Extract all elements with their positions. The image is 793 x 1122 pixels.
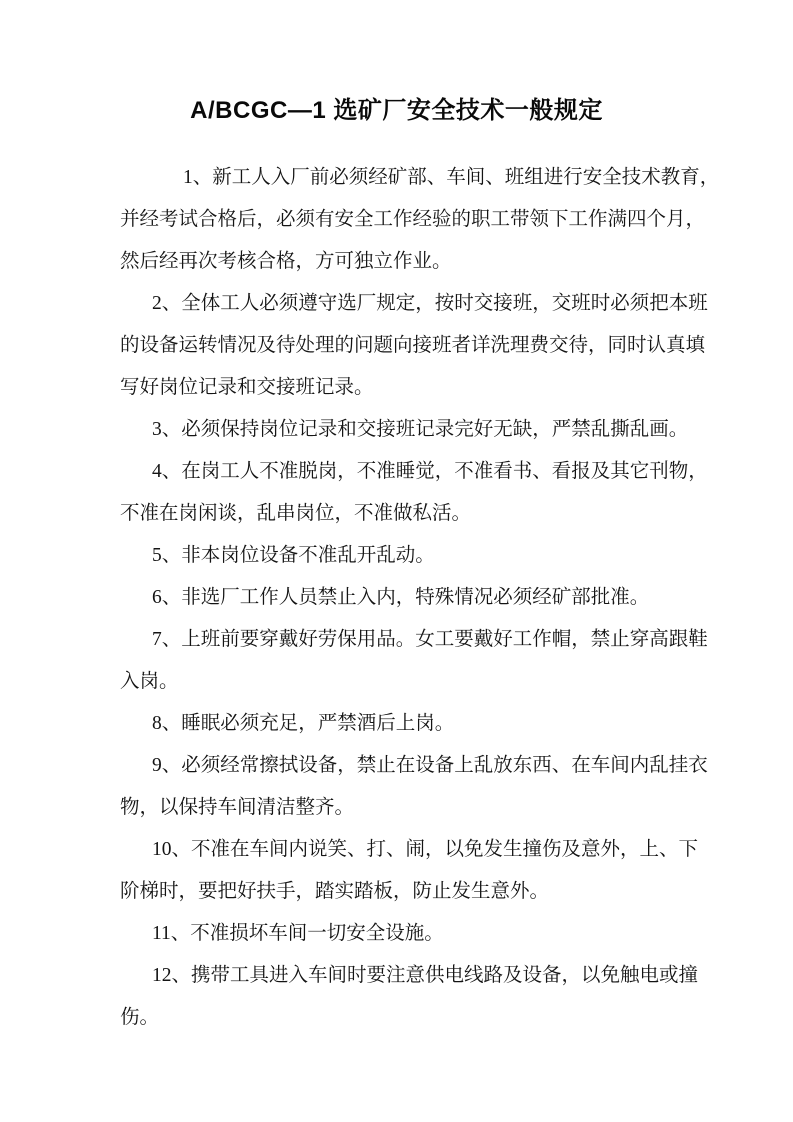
paragraph	[120, 913, 712, 955]
text-line: 12、携带工具进入车间时要注意供电线路及设备，以免触电或撞	[152, 965, 699, 986]
text-line: 不准在岗闲谈，乱串岗位，不准做私活。	[120, 503, 472, 524]
text-line: 3、必须保持岗位记录和交接班记录完好无缺，严禁乱撕乱画。	[152, 419, 689, 440]
text-line: 入岗。	[120, 671, 179, 692]
paragraph	[120, 283, 712, 409]
text-line: 9、必须经常擦拭设备，禁止在设备上乱放东西、在车间内乱挂衣	[152, 755, 708, 776]
text-line: 并经考试合格后，必须有安全工作经验的职工带领下工作满四个月，	[120, 209, 706, 230]
text-line: 伤。	[120, 1007, 160, 1028]
text-line: 写好岗位记录和交接班记录。	[120, 377, 374, 398]
text-line: 11、不准损坏车间一切安全设施。	[152, 923, 444, 944]
text-line: 10、不准在车间内说笑、打、闹，以免发生撞伤及意外，上、下	[152, 839, 699, 860]
paragraph	[120, 157, 720, 283]
paragraph	[120, 955, 712, 1039]
text-line: 6、非选厂工作人员禁止入内，特殊情况必须经矿部批准。	[152, 587, 650, 608]
text-line: 1、新工人入厂前必须经矿部、车间、班组进行安全技术教育，	[183, 167, 720, 188]
paragraph	[120, 451, 712, 535]
document-body	[120, 157, 720, 1039]
text-line: 的设备运转情况及待处理的问题向接班者详洗理费交待，同时认真填	[120, 335, 706, 356]
paragraph	[120, 619, 712, 703]
paragraph	[120, 577, 712, 619]
text-line: 4、在岗工人不准脱岗，不准睡觉，不准看书、看报及其它刊物，	[152, 461, 708, 482]
text-line: 5、非本岗位设备不准乱开乱动。	[152, 545, 435, 566]
text-line: 物，以保持车间清洁整齐。	[120, 797, 355, 818]
text-line: 2、全体工人必须遵守选厂规定，按时交接班，交班时必须把本班	[152, 293, 708, 314]
paragraph	[120, 703, 712, 745]
paragraph	[120, 829, 712, 913]
document-title: A/BCGC—1 选矿厂安全技术一般规定	[190, 97, 603, 124]
paragraph	[120, 409, 712, 451]
text-line: 阶梯时，要把好扶手，踏实踏板，防止发生意外。	[120, 881, 550, 902]
text-line: 7、上班前要穿戴好劳保用品。女工要戴好工作帽，禁止穿高跟鞋	[152, 629, 708, 650]
paragraph	[120, 535, 712, 577]
text-line: 然后经再次考核合格，方可独立作业。	[120, 251, 452, 272]
paragraph	[120, 745, 712, 829]
text-line: 8、睡眠必须充足，严禁酒后上岗。	[152, 713, 455, 734]
